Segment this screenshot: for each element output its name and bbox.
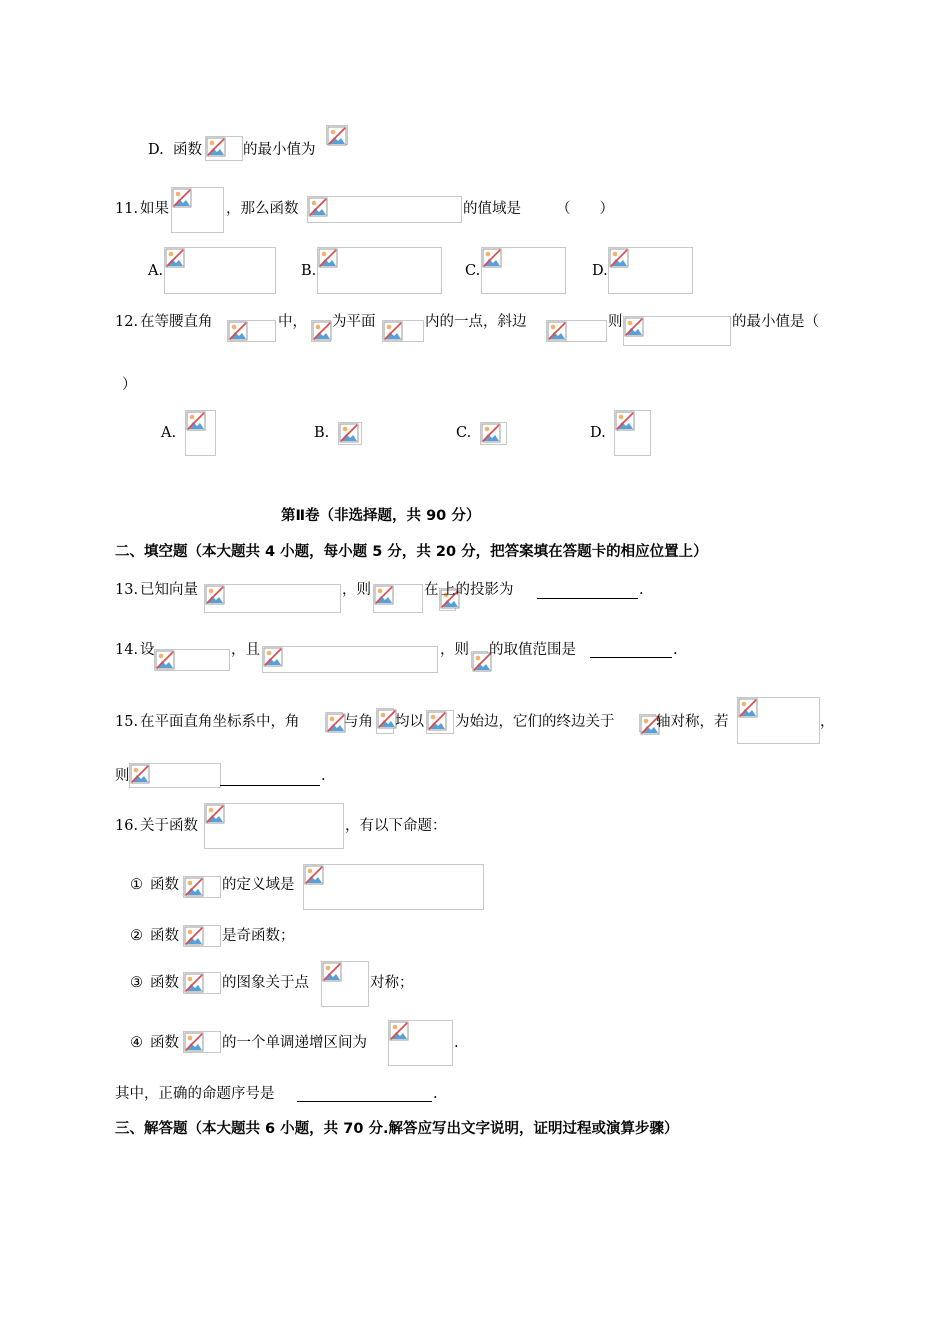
broken-image-icon	[184, 877, 204, 897]
broken-image-icon	[482, 248, 502, 268]
q10-option-d-text: 的最小值为	[243, 142, 316, 158]
broken-image-icon	[427, 711, 447, 731]
formula-image	[164, 247, 276, 294]
q12-text: 则	[608, 314, 623, 330]
broken-image-icon	[377, 709, 397, 729]
q14-text: ，且	[231, 642, 260, 658]
formula-image	[183, 1031, 221, 1053]
section-3-heading: 三、解答题（本大题共 6 小题，共 70 分.解答应写出文字说明，证明过程或演算步骤）	[115, 1121, 679, 1137]
q16-conclusion: 其中，正确的命题序号是	[115, 1086, 275, 1102]
q16-text: ，有以下命题：	[345, 818, 447, 834]
formula-image	[373, 584, 423, 613]
broken-image-icon	[312, 321, 332, 341]
formula-image	[326, 125, 348, 145]
broken-image-icon	[624, 317, 644, 337]
q11-option-b: B.	[301, 263, 317, 279]
q16-item-text: 函数	[150, 928, 179, 944]
formula-image	[737, 697, 820, 744]
broken-image-icon	[263, 647, 283, 667]
q16-number: 16.	[115, 818, 139, 834]
formula-image	[262, 646, 438, 673]
formula-image	[317, 247, 442, 294]
q15-text: 轴对称，若	[656, 714, 729, 730]
broken-image-icon	[165, 248, 185, 268]
formula-image	[183, 972, 221, 994]
q10-option-d-text: 函数	[173, 142, 202, 158]
q15-text: ，	[820, 714, 835, 730]
q11-option-d: D.	[592, 263, 608, 279]
q13-text: 已知向量	[140, 582, 198, 598]
q13-number: 13.	[115, 582, 139, 598]
formula-image	[426, 710, 454, 734]
q13-text: 在	[424, 582, 439, 598]
formula-image	[171, 187, 224, 233]
q11-number: 11.	[115, 201, 139, 217]
broken-image-icon	[339, 423, 359, 443]
formula-image	[307, 196, 462, 223]
formula-image	[183, 925, 221, 947]
formula-image	[608, 247, 693, 294]
formula-image	[154, 649, 230, 671]
broken-image-icon	[327, 126, 347, 146]
broken-image-icon	[205, 804, 225, 824]
q12-text: 内的一点，斜边	[425, 314, 527, 330]
formula-image	[129, 763, 221, 788]
broken-image-icon	[308, 197, 328, 217]
q11-text: 的值域是	[463, 201, 521, 217]
q14-text: 的取值范围是	[489, 642, 576, 658]
q16-text: 关于函数	[140, 818, 198, 834]
formula-image	[183, 876, 221, 898]
answer-blank[interactable]	[590, 657, 672, 658]
broken-image-icon	[374, 585, 394, 605]
broken-image-icon	[318, 248, 338, 268]
broken-image-icon	[481, 423, 501, 443]
q16-item-text: 的图象关于点	[222, 975, 309, 991]
q16-item-mark: ③	[130, 975, 143, 991]
broken-image-icon	[304, 865, 324, 885]
formula-image	[303, 864, 484, 910]
broken-image-icon	[186, 411, 206, 431]
q16-item-mark: ①	[130, 877, 143, 893]
q12-text: ）	[122, 377, 137, 393]
formula-image	[311, 320, 331, 342]
q13-end: .	[639, 582, 644, 598]
formula-image	[471, 651, 488, 668]
formula-image	[204, 584, 341, 613]
part-2-title: 第Ⅱ卷（非选择题，共 90 分）	[281, 508, 481, 524]
q12-option-c: C.	[456, 425, 472, 441]
q16-item-text: 的一个单调递增区间为	[222, 1035, 367, 1051]
broken-image-icon	[389, 1021, 409, 1041]
q13-text: 上的投影为	[441, 582, 514, 598]
broken-image-icon	[738, 698, 758, 718]
section-2-heading: 二、填空题（本大题共 4 小题，每小题 5 分，共 20 分，把答案填在答题卡的相应位置上）	[115, 544, 708, 560]
q14-number: 14.	[115, 642, 139, 658]
q11-option-a: A.	[148, 263, 164, 279]
formula-image	[481, 247, 566, 294]
formula-image	[325, 712, 343, 732]
formula-image	[480, 422, 507, 445]
broken-image-icon	[615, 411, 635, 431]
answer-blank[interactable]	[297, 1101, 432, 1102]
q11-text: 如果	[140, 201, 169, 217]
formula-image	[185, 410, 216, 456]
q16-item-text: 函数	[150, 1035, 179, 1051]
q15-end: .	[321, 768, 326, 784]
formula-image	[388, 1020, 453, 1066]
q12-option-b: B.	[314, 425, 330, 441]
formula-image	[376, 708, 394, 734]
formula-image	[205, 136, 243, 161]
q16-item-text: 的定义域是	[222, 877, 295, 893]
formula-image	[614, 410, 651, 456]
q15-number: 15.	[115, 714, 139, 730]
q16-item-mark: ②	[130, 928, 143, 944]
q11-text: ，那么函数	[226, 201, 299, 217]
q13-text: ，则	[342, 582, 371, 598]
q14-end: .	[673, 642, 678, 658]
broken-image-icon	[184, 973, 204, 993]
q12-number: 12.	[115, 314, 139, 330]
broken-image-icon	[383, 321, 403, 341]
broken-image-icon	[228, 321, 248, 341]
q16-item-text: 函数	[150, 975, 179, 991]
q12-text: 为平面	[332, 314, 376, 330]
broken-image-icon	[184, 1032, 204, 1052]
q11-answer-paren: （ ）	[556, 201, 614, 217]
q12-text: 中，	[278, 314, 307, 330]
q16-item-text: 函数	[150, 877, 179, 893]
formula-image	[623, 316, 731, 346]
broken-image-icon	[609, 248, 629, 268]
q16-item-text: .	[454, 1035, 459, 1051]
formula-image	[338, 422, 362, 445]
q16-item-text: 对称；	[370, 975, 414, 991]
broken-image-icon	[155, 650, 175, 670]
formula-image	[321, 961, 369, 1007]
q15-text: 在平面直角坐标系中，角	[140, 714, 300, 730]
broken-image-icon	[547, 321, 567, 341]
broken-image-icon	[322, 962, 342, 982]
broken-image-icon	[205, 585, 225, 605]
q11-option-c: C.	[465, 263, 481, 279]
q15-text: 与角	[344, 714, 373, 730]
q14-text: 设	[140, 642, 155, 658]
q12-text: 在等腰直角	[140, 314, 213, 330]
broken-image-icon	[326, 713, 346, 733]
q10-option-d-label: D.	[148, 142, 164, 158]
q12-text: 的最小值是（	[732, 314, 819, 330]
formula-image	[204, 803, 344, 849]
formula-image	[382, 320, 424, 342]
q15-text: 为始边，它们的终边关于	[455, 714, 615, 730]
formula-image	[546, 320, 607, 342]
q15-text: 则	[115, 768, 130, 784]
formula-image	[227, 320, 276, 342]
answer-blank[interactable]	[537, 598, 638, 599]
q15-text: 均以	[395, 714, 424, 730]
broken-image-icon	[206, 137, 226, 157]
q16-end: .	[433, 1086, 438, 1102]
formula-image	[639, 714, 656, 732]
q16-item-mark: ④	[130, 1035, 143, 1051]
broken-image-icon	[130, 764, 150, 784]
q14-text: ，则	[440, 642, 469, 658]
broken-image-icon	[172, 188, 192, 208]
answer-blank[interactable]	[220, 785, 320, 786]
q12-option-d: D.	[590, 425, 606, 441]
broken-image-icon	[184, 926, 204, 946]
q16-item-text: 是奇函数；	[222, 928, 295, 944]
q12-option-a: A.	[161, 425, 177, 441]
